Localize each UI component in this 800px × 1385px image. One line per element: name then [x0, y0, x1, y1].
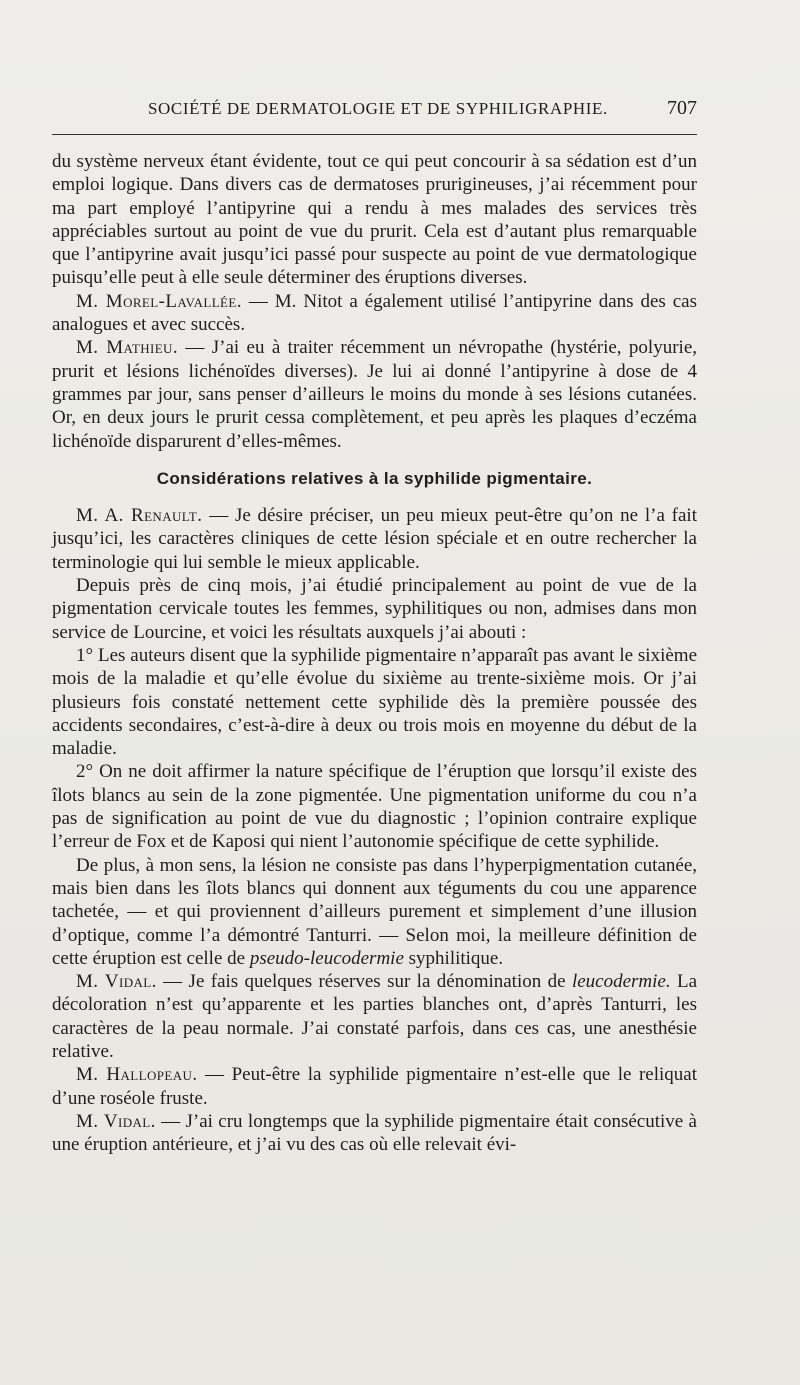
paragraph-vidal-1: [52, 970, 697, 1063]
running-title: SOCIÉTÉ DE DERMATOLOGIE ET DE SYPHILIGRAPHIE.: [148, 99, 608, 118]
paragraph-text: — M. Nitot a également utilisé l’antipyrine dans des cas analogues et avec succès.: [52, 290, 697, 336]
paragraph-point-2: 2° On ne doit affirmer la nature spécifique de l’éruption que lorsqu’il existe des îlots blancs au sein de la zone pigmentée. Une pigmentation uniforme du cou n’a pas de signification au point de vue du diagnostic ; l’opinion contraire explique l’erreur de Fox et de Kaposi qui nient l’autonomie spécifique de cette syphilide.: [52, 761, 697, 853]
speaker-name: M. Hallopeau.: [76, 1064, 198, 1086]
speaker-name: M. Mathieu.: [76, 337, 178, 359]
speaker-name: M. Vidal.: [76, 971, 157, 993]
speaker-name: M. Vidal.: [76, 1110, 156, 1132]
paragraph-text: syphilitique.: [403, 947, 504, 969]
paragraph-depuis: Depuis près de cinq mois, j’ai étudié principalement au point de vue de la pigmentation cervicale toutes les femmes, syphilitiques ou non, admises dans mon service de Lourcine, et voici les résultats auxquels j’ai abouti :: [52, 575, 697, 643]
paragraph-text: — Peut-être la syphilide pigmentaire n’est-elle que le reliquat d’une roséole fruste.: [52, 1064, 698, 1109]
paragraph-text: — Je fais quelques réserves sur la dénomination de: [156, 971, 572, 993]
paragraph-renault: [52, 504, 697, 574]
page-number: 707: [667, 97, 697, 119]
paragraph-hallopeau: [52, 1063, 697, 1110]
italic-term: pseudo-leucodermie: [249, 947, 404, 969]
body-text: [52, 150, 697, 1156]
paragraph-morel-lavallee: [52, 290, 697, 337]
paragraph-text: — J’ai cru longtemps que la syphilide pigmentaire était consécutive à une éruption antérieure, et j’ai vu des cas où elle relevait évi-: [52, 1110, 697, 1156]
section-heading: Considérations relatives à la syphilide pigmentaire.: [156, 468, 593, 488]
paragraph-de-plus: [52, 854, 697, 970]
italic-term: leucodermie.: [571, 971, 671, 993]
paragraph-text: De plus, à mon sens, la lésion ne consiste pas dans l’hyperpigmentation cutanée, mais bien dans les îlots blancs qui donnent aux téguments du cou une apparence tachetée, — et qui proviennent d’ailleurs purement et simplement d’une illusion d’optique, comme l’a démontré Tanturri. — Selon moi, la meilleure définition de cette éruption est celle de: [52, 854, 697, 969]
header-rule: [52, 134, 697, 135]
running-head: [52, 95, 697, 123]
paragraph-text: — J’ai eu à traiter récemment un névropathe (hystérie, polyurie, prurit et lésions lichénoïdes diverses). Je lui ai donné l’antipyrine à dose de 4 grammes par jour, sans penser d’ailleurs le moins du monde à ses lésions cutanées. Or, en deux jours le prurit cessa complètement, et peu après les plaques d’eczéma lichénoïde disparurent d’elles-mêmes.: [52, 337, 697, 452]
paragraph-text: — Je désire préciser, un peu mieux peut-être qu’on ne l’a fait jusqu’ici, les caractères cliniques de cette lésion spéciale et en outre rechercher la terminologie qui lui semble le mieux applicable.: [52, 505, 697, 573]
paragraph-continued: du système nerveux étant évidente, tout ce qui peut concourir à sa sédation est d’un emploi logique. Dans divers cas de dermatoses prurigineuses, j’ai récemment pour ma part employé l’antipyrine qui a rendu à mes malades des services très appréciables surtout au point de vue du prurit. Cela est d’autant plus remarquable que l’antipyrine avait jusqu’ici passé pour suspecte au point de vue dermatologique puisqu’elle peut à elle seule déterminer des éruptions diverses.: [52, 151, 697, 289]
paragraph-point-1: 1° Les auteurs disent que la syphilide pigmentaire n’apparaît pas avant le sixième mois de la maladie et qu’elle évolue du sixième au trente-sixième mois. Or j’ai plusieurs fois constaté nettement cette syphilide dès la première poussée des accidents secondaires, c’est-à-dire à deux ou trois mois en moyenne du début de la maladie.: [52, 644, 697, 760]
speaker-name: M. Morel-Lavallée.: [76, 290, 242, 312]
speaker-name: M. A. Renault.: [76, 505, 203, 527]
paragraph-text: La décoloration n’est qu’apparente et les parties blanches ont, d’après Tanturri, les caractères de la peau normale. J’ai constaté parfois, dans ces cas, une anesthésie relative.: [52, 971, 698, 1062]
paragraph-mathieu: [52, 336, 697, 452]
paragraph-vidal-2: [52, 1110, 697, 1157]
